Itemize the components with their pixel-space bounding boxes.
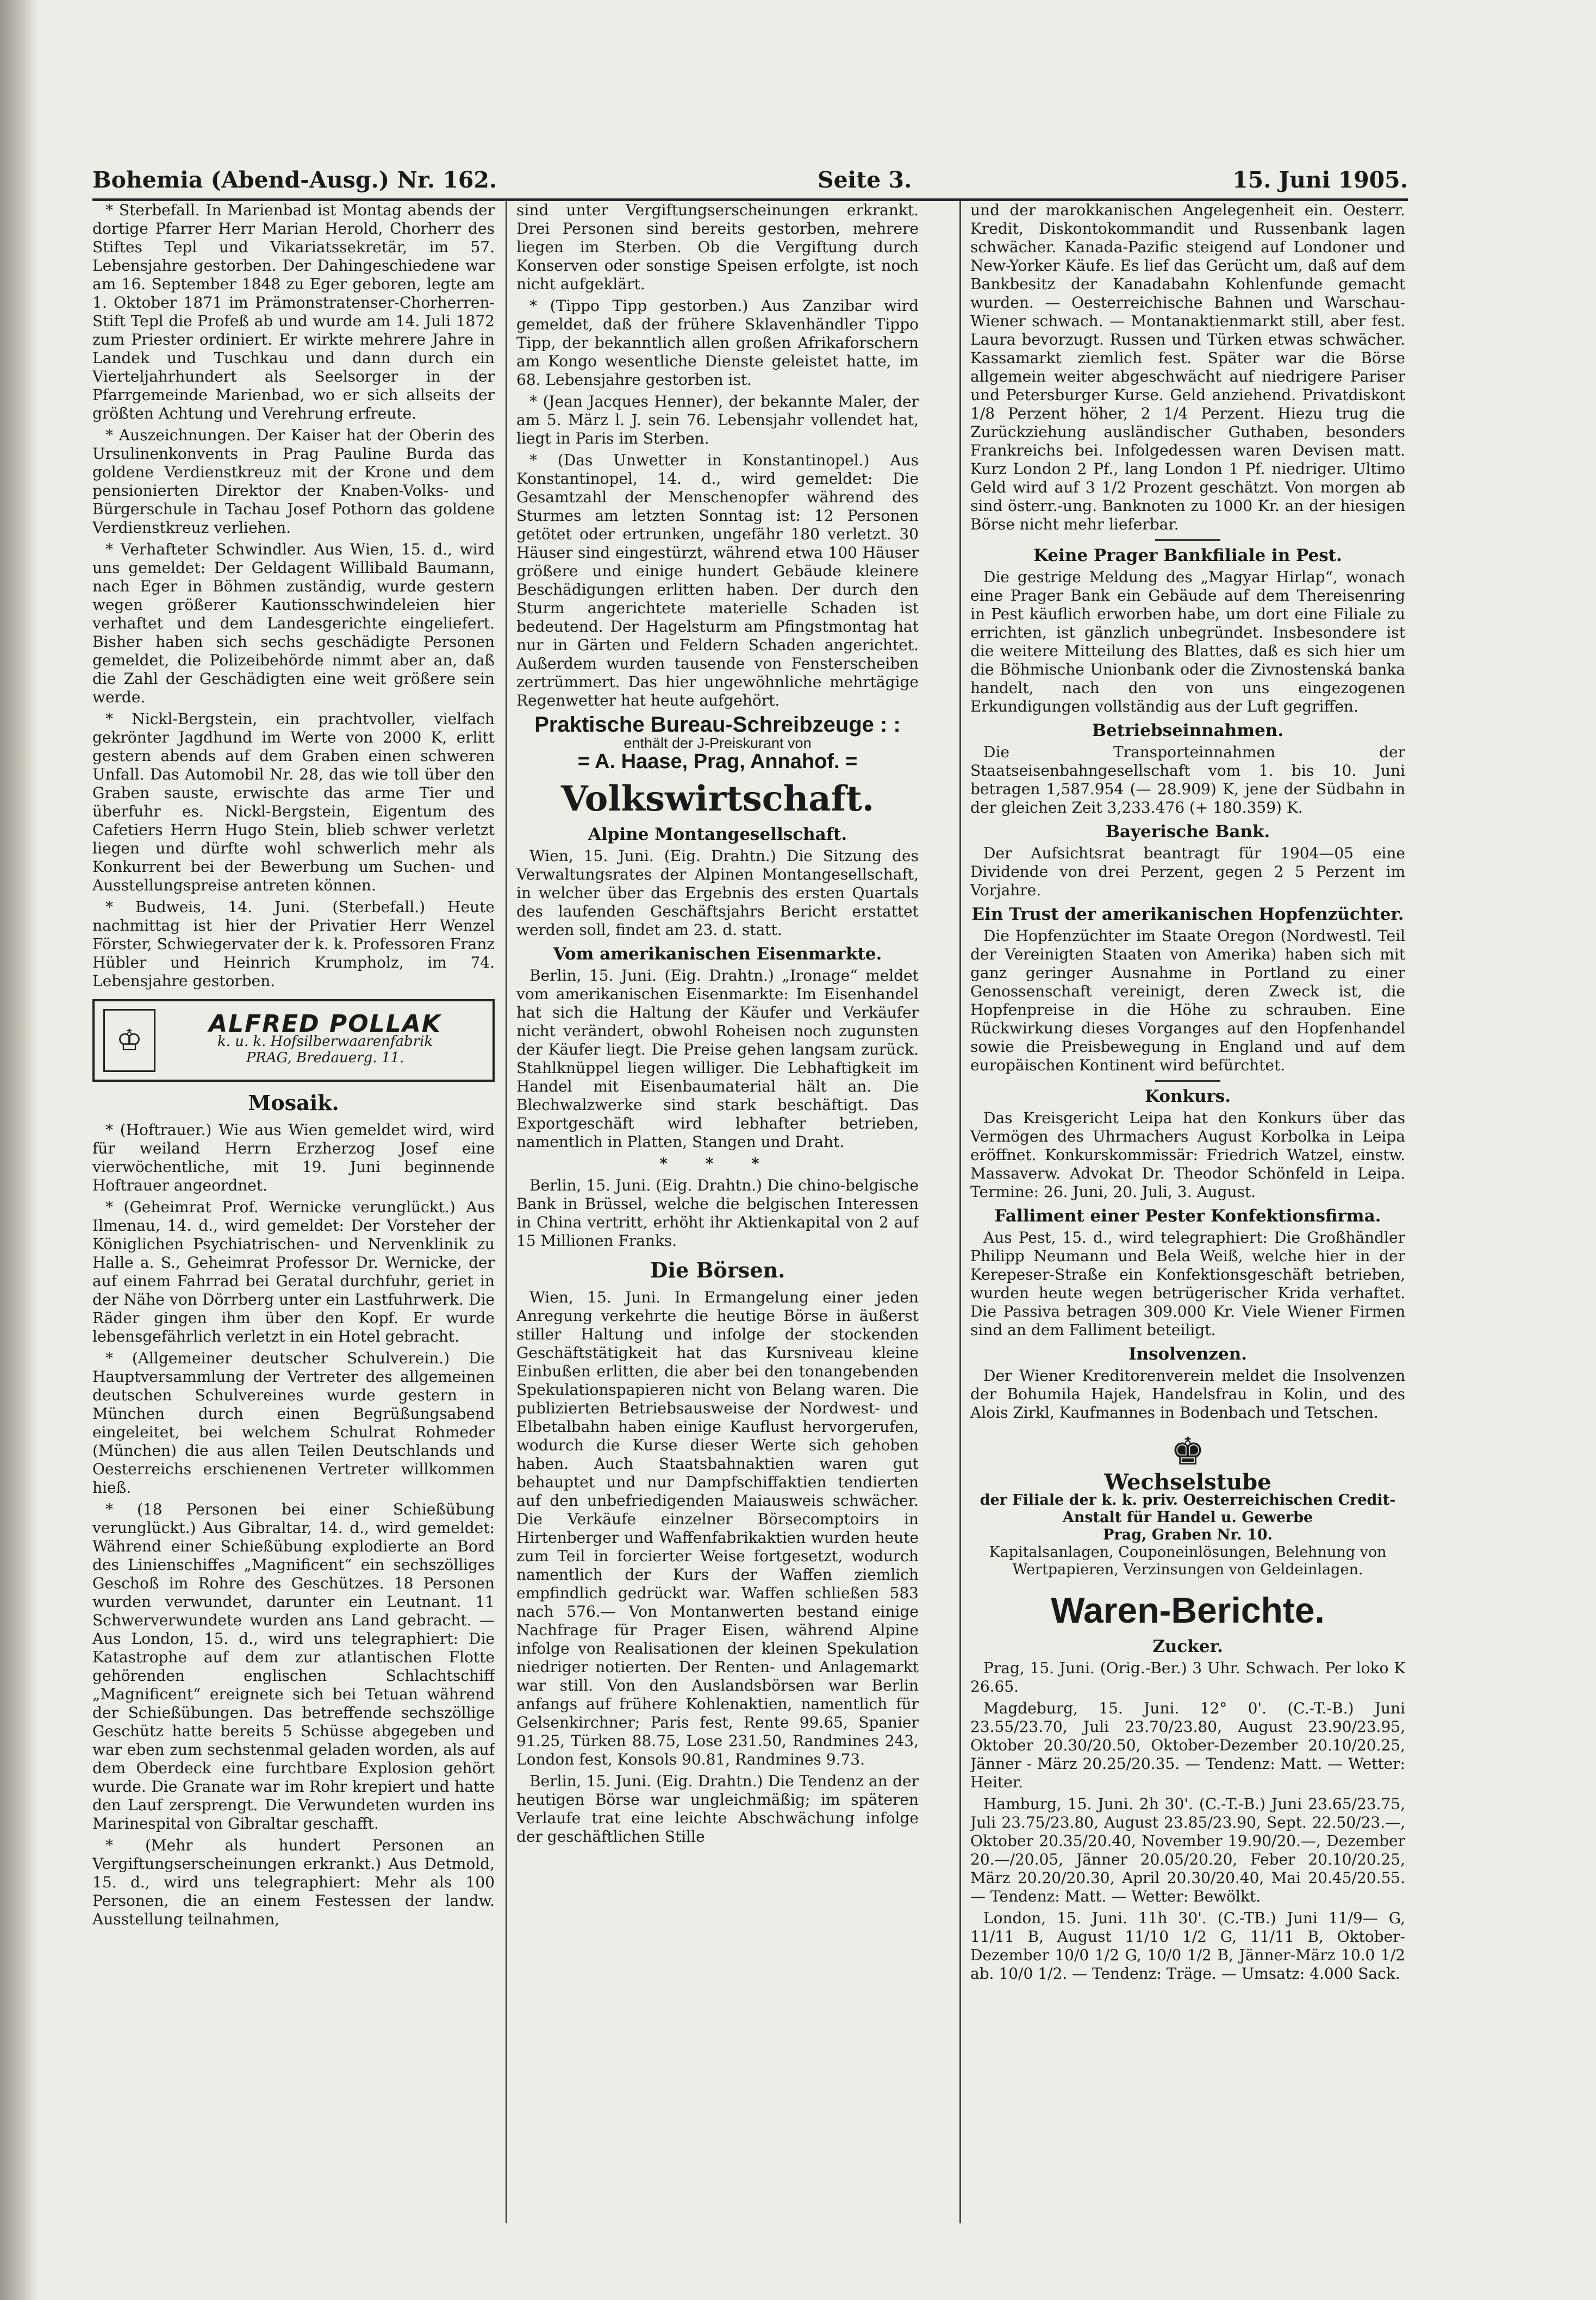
column-2	[516, 201, 919, 2261]
separator-stars: * * *	[659, 1155, 776, 1173]
article-boerse-berlin-start: Berlin, 15. Juni. (Eig. Drahtn.) Die Tendenz an der heutigen Börse war ungleichmäßig; im späteren Verlaufe trat eine leichte Abschwächung infolge der geschäftlichen Stille	[516, 1772, 919, 1846]
article-nickl-bergstein: * Nickl-Bergstein, ein prachtvoller, vielfach gekrönter Jagdhund im Werte von 2000 K, erlitt gestern abends auf dem Graben einen schweren Unfall. Das Automobil Nr. 28, das wie toll über den Graben sauste, erwischte das arme Tier und überfuhr es. Nickl-Bergstein, Eigentum des Cafetiers Herrn Hugo Stein, blieb schwer verletzt liegen und dürfte wohl schwerlich mehr als Konkurrent bei der Bewerbung um Suchen- und Ausstellungspreise antreten können.	[92, 710, 495, 894]
column-divider-2	[959, 201, 961, 2223]
advert-bureau-schreibzeuge	[516, 715, 919, 771]
subheading-konkurs: Konkurs.	[1144, 1087, 1231, 1106]
report-zucker-prag: Prag, 15. Juni. (Orig.-Ber.) 3 Uhr. Schwach. Per loko K 26.65.	[970, 1659, 1405, 1696]
page-binding-shadow	[0, 0, 38, 2300]
header-publication: Bohemia (Abend-Ausg.) Nr. 162.	[92, 167, 497, 193]
advert-tagline: k. u. k. Hofsilberwaarenfabrik	[217, 1033, 433, 1050]
column-divider-1	[506, 201, 507, 2223]
article-boerse-berlin-end: und der marokkanischen Angelegenheit ein. Oesterr. Kredit, Diskontokommandit und Russenbank lagen schwächer. Kanada-Pazific steigend auf Londoner und New-Yorker Käufe. Es lief das Gerücht um, daß auf dem Bankbesitz der Kanadabahn Kohlenfunde gemacht wurden. — Oesterreichische Bahnen und Warschau-Wiener schwach. — Montanaktienmarkt still, aber fest. Laura bevorzugt. Russen und Türken etwas schwächer. Kassamarkt ziemlich fest. Später war die Börse allgemein weiter abgeschwächt auf niedrigere Pariser und Petersburger Kurse. Geld anziehend. Privatdiskont 1/8 Perzent höher, 2 1/4 Perzent. Hiezu trug die Zurückziehung ausländischer Guthaben, besonders Frankreichs bei. Infolgedessen waren Devisen matt. Kurz London 2 Pf., lang London 1 Pf. niedriger. Ultimo Geld wird auf 3 1/2 Prozent geschätzt. Von morgen ab sind österr.-ung. Banknoten zu 1000 Kr. an der hiesigen Börse nicht mehr lieferbar.	[970, 201, 1405, 533]
report-zucker-hamburg: Hamburg, 15. Juni. 2h 30'. (C.-T.-B.) Juni 23.65/23.75, Juli 23.75/23.80, August 23.85/23.90, Sept. 22.50/23.—, Oktober 20.35/20.40, November 19.90/20.—, Dezember 20.—/20.05, Jänner 20.05/20.20, Feber 20.10/20.25, März 20.20/20.30, April 20.30/20.40, Mai 20.45/20.55. — Tendenz: Matt. — Wetter: Bewölkt.	[970, 1795, 1405, 1905]
article-henner: * (Jean Jacques Henner), der bekannte Maler, der am 5. März l. J. sein 76. Lebensjahr vollendet hat, liegt in Paris im Sterben.	[516, 392, 919, 447]
report-zucker-magdeburg: Magdeburg, 15. Juni. 12° 0'. (C.-T.-B.) Juni 23.55/23.70, Juli 23.70/23.80, August 23.90/23.95, Oktober 20.30/20.50, Oktober-Dezember 20.10/20.25, Jänner - März 20.25/20.35. — Tendenz: Matt. — Wetter: Heiter.	[970, 1699, 1405, 1791]
advert-wechselstube-body: Kapitalsanlagen, Couponeinlösungen, Belehnung von Wertpapieren, Verzinsungen von Geldeinlagen.	[989, 1544, 1387, 1578]
subheading-eisenmarkt: Vom amerikanischen Eisenmarkte.	[553, 944, 882, 964]
subheading-betriebseinnahmen: Betriebseinnahmen.	[1092, 721, 1284, 740]
article-vergiftung-end: sind unter Vergiftungserscheinungen erkrankt. Drei Personen sind bereits gestorben, mehrere liegen im Sterben. Ob die Vergiftung durch Konserven oder sonstige Speisen erfolgte, ist noch nicht aufgeklärt.	[516, 201, 919, 293]
article-bankfiliale: Die gestrige Meldung des „Magyar Hirlap“, wonach eine Prager Bank ein Gebäude auf dem Thereisenring in Pest käuflich erworben habe, um dort eine Filiale zu errichten, ist gänzlich unbegründet. Insbesondere ist die weitere Mitteilung des Blattes, daß es sich hier um die Böhmische Unionbank oder die Zivnostenská banka handelt, nach den von uns eingezogenen Erkundigungen vollständig aus der Luft gegriffen.	[970, 568, 1405, 715]
subheading-alpine: Alpine Montangesellschaft.	[588, 825, 847, 844]
subheading-zucker: Zucker.	[1152, 1637, 1223, 1656]
article-insolvenzen: Der Wiener Kreditorenverein meldet die Insolvenzen der Bohumila Hajek, Handelsfrau in Kolin, und des Alois Zirkl, Kaufmannes in Bodenbach und Tetschen.	[970, 1367, 1405, 1422]
article-schulverein: * (Allgemeiner deutscher Schulverein.) Die Hauptversammlung der Vertreter des allgemeinen deutschen Schulvereines wurde gestern in München durch einen Begrüßungsabend eingeleitet, bei welchem Schulrat Rohmeder (München) die aus allen Teilen Deutschlands und Oesterreichs erschienenen Vertreter willkommen hieß.	[92, 1349, 495, 1497]
article-hoftrauer: * (Hoftrauer.) Wie aus Wien gemeldet wird, wird für weiland Herrn Erzherzog Josef eine vierwöchentliche, mit 19. Juni beginnende Hoftrauer angeordnet.	[92, 1121, 495, 1194]
eagle-emblem-icon: ♚	[1170, 1429, 1205, 1474]
article-betriebseinnahmen: Die Transporteinnahmen der Staatseisenbahngesellschaft vom 1. bis 10. Juni betragen 1,587.954 (— 28.909) K, jene der Südbahn in der gleichen Zeit 3,233.476 (+ 180.359) K.	[970, 743, 1405, 816]
section-title-waren-berichte: Waren-Berichte.	[1051, 1590, 1325, 1630]
section-title-boersen: Die Börsen.	[650, 1258, 785, 1282]
column-1	[92, 201, 495, 2261]
report-zucker-london: London, 15. Juni. 11h 30'. (C.-TB.) Juni 11/9— G, 11/11 B, August 11/10 1/2 G, 11/11 B, Oktober-Dezember 10/0 1/2 G, 10/0 1/2 B, Jänner-März 10.0 1/2 ab. 10/0 1/2. — Tendenz: Träge. — Umsatz: 4.000 Sack.	[970, 1909, 1405, 1983]
article-auszeichnungen: * Auszeichnungen. Der Kaiser hat der Oberin des Ursulinenkonvents in Prag Pauline Burda das goldene Verdienstkreuz mit der Krone und dem pensionierten Direktor der Knaben-Volks- und Bürgerschule in Tachau Josef Pothorn das goldene Verdienstkreuz verliehen.	[92, 426, 495, 537]
article-verhafteter-schwindler: * Verhafteter Schwindler. Aus Wien, 15. d., wird uns gemeldet: Der Geldagent Willibald Baumann, nach Eger in Böhmen zuständig, wurde gestern wegen größerer Kautionsschwindeleien hier verhaftet und dem Landesgerichte eingeliefert. Bisher haben sich sechs geschädigte Personen gemeldet, die Polizeibehörde nimmt aber an, daß die Zahl der Geschädigten eine weit größere sein werde.	[92, 540, 495, 706]
subheading-insolvenzen: Insolvenzen.	[1129, 1344, 1247, 1364]
article-tippo-tipp: * (Tippo Tipp gestorben.) Aus Zanzibar wird gemeldet, daß der frühere Sklavenhändler Tippo Tipp, der bekanntlich allen großen Afrikaforschern am Kongo wesentliche Dienste geleistet hatte, im 68. Lebensjahre gestorben ist.	[516, 297, 919, 389]
short-divider	[1155, 539, 1220, 541]
article-wernicke: * (Geheimrat Prof. Wernicke verunglückt.) Aus Ilmenau, 14. d., wird gemeldet: Der Vorsteher der Königlichen Psychiatrischen- und Nervenklinik zu Halle a. S., Geheimrat Professor Dr. Wernicke, der auf einem Fahrrad bei Geratal durchfuhr, geriet in der Nähe von Dörrberg unter ein Lastfuhrwerk. Die Räder gingen ihm über den Kopf. Er wurde lebensgefährlich verletzt in ein Hotel gebracht.	[92, 1198, 495, 1345]
short-divider	[1155, 1080, 1220, 1082]
crown-emblem-icon: ♔	[103, 1009, 155, 1072]
article-konkurs: Das Kreisgericht Leipa hat den Konkurs über das Vermögen des Uhrmachers August Korbolka in Leipa eröffnet. Konkurskommissär: Friedrich Watzel, einstw. Massaverw. Advokat Dr. Theodor Schönfeld in Leipa. Termine: 26. Juni, 20. Juli, 3. August.	[970, 1109, 1405, 1201]
section-title-volkswirtschaft: Volkswirtschaft.	[560, 778, 875, 819]
article-budweis-sterbefall: * Budweis, 14. Juni. (Sterbefall.) Heute nachmittag ist hier der Privatier Herr Wenzel Förster, Schwiegervater der k. k. Professoren Franz Hübler und Heinrich Krumpholz, im 74. Lebensjahre gestorben.	[92, 898, 495, 990]
article-boerse-wien: Wien, 15. Juni. In Ermangelung einer jeden Anregung verkehrte die heutige Börse in äußerst stiller Haltung und infolge der stockenden Geschäftstätigkeit hat das Kursniveau kleine Einbußen erlitten, die aber bei den tonangebenden Spekulationspapieren nicht von Belang waren. Die publizierten Betriebsausweise der Nordwest- und Elbetalbahn haben einige Kauflust hervorgerufen, wodurch die Kurse dieser Werte sich gehoben haben. Auch Staatsbahnaktien waren gut behauptet und nur Dampfschiffaktien tendierten auf den unbefriedigenden Maiausweis schwächer. Die Verkäufe einzelner Börsecomptoirs in Hirtenberger und Waffenfabrikaktien wurden heute zum Teil in forcierter Weise fortgesetzt, wodurch namentlich der Kurs der Waffen ziemlich empfindlich gedrückt war. Waffen schließen 583 nach 576.— Von Montanwerten bestand einige Nachfrage für Prager Eisen, während Alpine infolge von Realisationen der kleinen Spekulation niedriger notierten. Der Renten- und Anlagemarkt war still. Von den Auslandsbörsen war Berlin anfangs auf frühere Kohlenaktien, namentlich für Gelsenkirchner; Paris fest, Rente 99.65, Spanier 91.25, Türken 88.75, Lose 231.50, Randmines 243, London fest, Konsols 90.81, Randmines 9.73.	[516, 1288, 919, 1768]
article-sterbefall-marienbad: * Sterbefall. In Marienbad ist Montag abends der dortige Pfarrer Herr Marian Herold, Chorherr des Stiftes Tepl und Vikariatssekretär, im 57. Lebensjahre gestorben. Der Dahingeschiedene war am 16. September 1848 zu Eger geboren, legte am 1. Oktober 1871 im Prämonstratenser-Chorherren-Stift Tepl die Profeß ab und wurde am 14. Juli 1872 zum Priester ordiniert. Er wirkte mehrere Jahre in Landek und Tuschkau und dann durch ein Vierteljahrhundert als Seelsorger in der Pfarrgemeinde Marienbad, wo er sich allseits der größten Achtung und Verehrung erfreute.	[92, 201, 495, 422]
advert-wechselstube-address: Prag, Graben Nr. 10.	[1103, 1526, 1273, 1543]
column-3	[970, 201, 1405, 2261]
advert-wechselstube	[970, 1430, 1405, 1579]
article-falliment: Aus Pest, 15. d., wird telegraphiert: Die Großhändler Philipp Neumann und Bela Weiß, welche hier in der Kerepeser-Straße ein Konfektionsgeschäft betrieben, wurden heute wegen betrügerischer Krida verhaftet. Die Passiva betragen 309.000 Kr. Viele Wiener Firmen sind an dem Falliment beteiligt.	[970, 1229, 1405, 1339]
article-bayerische-bank: Der Aufsichtsrat beantragt für 1904—05 eine Dividende von drei Perzent, gegen 2 5 Perzent im Vorjahre.	[970, 844, 1405, 899]
advert-bureau-title: Praktische Bureau-Schreibzeuge : :	[534, 713, 901, 737]
advert-bureau-subtitle: enthält der J-Preiskurant von	[624, 735, 812, 751]
subheading-falliment: Falliment einer Pester Konfektionsfirma.	[994, 1206, 1381, 1226]
advert-alfred-pollak	[92, 999, 495, 1082]
header-date: 15. Juni 1905.	[1232, 167, 1408, 193]
article-eisenmarkt: Berlin, 15. Juni. (Eig. Drahtn.) „Ironage“ meldet vom amerikanischen Eisenmarkte: Im Eisenhandel hat sich die Haltung der Käufer und Verkäufer nicht verändert, obwohl Roheisen noch zugunsten der Käufer liegt. Die Preise gehen langsam zurück. Stahlknüppel liegen williger. Die Lebhaftigkeit im Handel mit Eisenbaumaterial hält an. Die Blechwalzwerke sind stark beschäftigt. Das Exportgeschäft wird lebhafter betrieben, namentlich in Platten, Stangen und Draht.	[516, 967, 919, 1151]
article-chino-belgische-bank: Berlin, 15. Juni. (Eig. Drahtn.) Die chino-belgische Bank in Brüssel, welche die belgischen Interessen in China vertritt, erhöht ihr Aktienkapital von 2 auf 15 Millionen Franks.	[516, 1176, 919, 1250]
article-hopfen-trust: Die Hopfenzüchter im Staate Oregon (Nordwestl. Teil der Vereinigten Staaten von Amerika) haben sich mit ganz geringer Ausnahme in Portland zu einer Genossenschaft vereinigt, deren Zweck ist, die Hopfenpreise in die Höhe zu schrauben. Eine Rückwirkung dieses Vorganges auf den Hopfenhandel sowie die Preisbewegung in England und auf dem europäischen Kontinent wird befürchtet.	[970, 927, 1405, 1074]
article-unwetter-konstantinopel: * (Das Unwetter in Konstantinopel.) Aus Konstantinopel, 14. d., wird gemeldet: Die Gesamtzahl der Menschenopfer während des Sturmes am letzten Sonntag ist: 12 Personen getötet oder ertrunken, ungefähr 180 verletzt. 30 Häuser sind eingestürzt, während etwa 100 Häuser größere und einige hundert Gebäude kleinere Beschädigungen erlitten haben. Der durch den Sturm angerichtete materielle Schaden ist bedeutend. Der Hagelsturm am Pfingstmontag hat nur in Gärten und Feldern Schaden angerichtet. Außerdem wurden tausende von Fensterscheiben zertrümmert. Das hier ungewöhnliche mehrtägige Regenwetter hat heute aufgehört.	[516, 451, 919, 709]
advert-wechselstube-sub: der Filiale der k. k. priv. Oesterreichischen Credit-Anstalt für Handel u. Gewerbe	[980, 1492, 1396, 1526]
advert-company-name: ALFRED POLLAK	[209, 1010, 441, 1038]
subheading-bankfiliale: Keine Prager Bankfiliale in Pest.	[1033, 546, 1342, 565]
article-schiessuebung: * (18 Personen bei einer Schießübung verunglückt.) Aus Gibraltar, 14. d., wird gemeldet: Während einer Schießübung explodierte an Bord des Linienschiffes „Magnificent“ ein sechszölliges Geschoß im Rohre des Geschützes. 18 Personen wurden verwundet, darunter ein Leutnant. 11 Schwerverwundete wurden ans Land gebracht. — Aus London, 15. d., wird uns telegraphiert: Die Katastrophe auf dem zur atlantischen Flotte gehörenden englischen Schlachtschiff „Magnificent“ ereignete sich bei Tetuan während der Schießübungen. Das betreffende sechszöllige Geschütz hatte bereits 5 Schüsse abgegeben und war eben zum sechstenmal geladen worden, als auf dem Oberdeck eine furchtbare Explosion gehört wurde. Die Granate war im Rohr krepiert und hatte den Lauf zersprengt. Die Verwundeten wurden ins Marinespital von Gibraltar geschafft.	[92, 1500, 495, 1832]
page-header	[92, 155, 1408, 201]
subheading-bayerische-bank: Bayerische Bank.	[1105, 822, 1270, 842]
subheading-hopfen-trust: Ein Trust der amerikanischen Hopfenzüchter.	[971, 905, 1404, 924]
article-alpine: Wien, 15. Juni. (Eig. Drahtn.) Die Sitzung des Verwaltungsrates der Alpinen Montangesellschaft, in welcher über das Ergebnis des ersten Quartals des laufenden Geschäftsjahrs Bericht erstattet werden soll, findet am 23. d. statt.	[516, 847, 919, 939]
advert-bureau-address: = A. Haase, Prag, Annahof. =	[577, 750, 858, 773]
header-page-number: Seite 3.	[817, 167, 912, 193]
section-title-mosaik: Mosaik.	[248, 1090, 339, 1115]
article-vergiftung-start: * (Mehr als hundert Personen an Vergiftungserscheinungen erkrankt.) Aus Detmold, 15. d., wird uns telegraphiert: Mehr als 100 Personen, die an einem Festessen der landw. Ausstellung teilnahmen,	[92, 1836, 495, 1928]
advert-wechselstube-title: Wechselstube	[1104, 1469, 1271, 1495]
advert-address: PRAG, Bredauerg. 11.	[246, 1050, 404, 1066]
